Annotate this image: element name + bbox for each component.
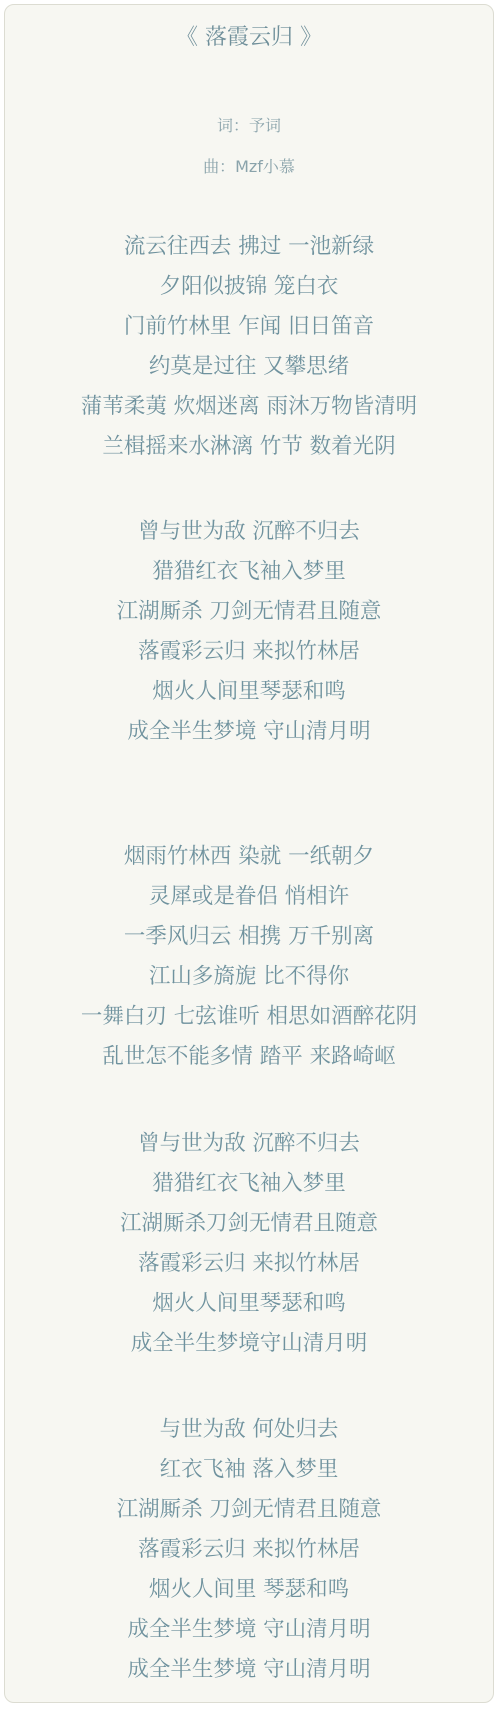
- lyric-line: 曾与世为敌 沉醉不归去: [138, 1131, 360, 1156]
- lyric-line: 蒲苇柔荑 炊烟迷离 雨沐万物皆清明: [80, 394, 418, 419]
- lyric-line: 江湖厮杀刀剑无情君且随意: [119, 1211, 378, 1236]
- lyric-line: 约莫是过往 又攀思绪: [148, 354, 350, 379]
- stanza-3: [5, 837, 493, 1077]
- lyric-line: 江湖厮杀 刀剑无情君且随意: [116, 1497, 382, 1522]
- lyricist-credit: 词：予词: [216, 116, 281, 135]
- lyric-line: 成全半生梦境守山清月明: [130, 1331, 368, 1356]
- lyric-line: 猎猎红衣飞袖入梦里: [152, 559, 346, 584]
- lyric-line: 烟雨竹林西 染就 一纸朝夕: [123, 844, 375, 869]
- lyric-line: 猎猎红衣飞袖入梦里: [152, 1171, 346, 1196]
- lyric-line: 烟火人间里 琴瑟和鸣: [148, 1577, 350, 1602]
- lyric-line: 烟火人间里琴瑟和鸣: [152, 679, 346, 704]
- composer-credit: 曲：Mzf小慕: [203, 157, 295, 176]
- lyric-line: 江山多旖旎 比不得你: [148, 964, 350, 989]
- lyric-line: 红衣飞袖 落入梦里: [159, 1457, 339, 1482]
- lyric-line: 兰楫摇来水淋漓 竹节 数着光阴: [102, 434, 396, 459]
- lyric-line: 成全半生梦境 守山清月明: [127, 1617, 371, 1642]
- lyric-line: 烟火人间里琴瑟和鸣: [152, 1291, 346, 1316]
- lyric-line: 成全半生梦境 守山清月明: [127, 1657, 371, 1682]
- lyric-line: 一舞白刃 七弦谁听 相思如酒醉花阴: [80, 1004, 418, 1029]
- lyric-line: 曾与世为敌 沉醉不归去: [138, 519, 360, 544]
- lyric-line: 流云往西去 拂过 一池新绿: [123, 234, 375, 259]
- lyric-line: 落霞彩云归 来拟竹林居: [138, 639, 360, 664]
- lyric-line: 一季风归云 相携 万千别离: [123, 924, 375, 949]
- stanza-5: [5, 1410, 493, 1690]
- lyric-line: 门前竹林里 乍闻 旧日笛音: [123, 314, 375, 339]
- lyric-line: 成全半生梦境 守山清月明: [127, 719, 371, 744]
- lyric-line: 乱世怎不能多情 踏平 来路崎岖: [102, 1044, 396, 1069]
- lyrics-card: [4, 4, 494, 1703]
- stanza-4: [5, 1124, 493, 1364]
- lyric-line: 夕阳似披锦 笼白衣: [159, 274, 339, 299]
- stanza-1: [5, 227, 493, 467]
- lyric-line: 落霞彩云归 来拟竹林居: [138, 1537, 360, 1562]
- lyric-line: 江湖厮杀 刀剑无情君且随意: [116, 599, 382, 624]
- lyric-line: 落霞彩云归 来拟竹林居: [138, 1251, 360, 1276]
- lyric-line: 灵犀或是眷侣 悄相许: [148, 884, 350, 909]
- stanza-2: [5, 512, 493, 752]
- song-title: 《 落霞云归 》: [176, 25, 322, 50]
- lyric-line: 与世为敌 何处归去: [159, 1417, 339, 1442]
